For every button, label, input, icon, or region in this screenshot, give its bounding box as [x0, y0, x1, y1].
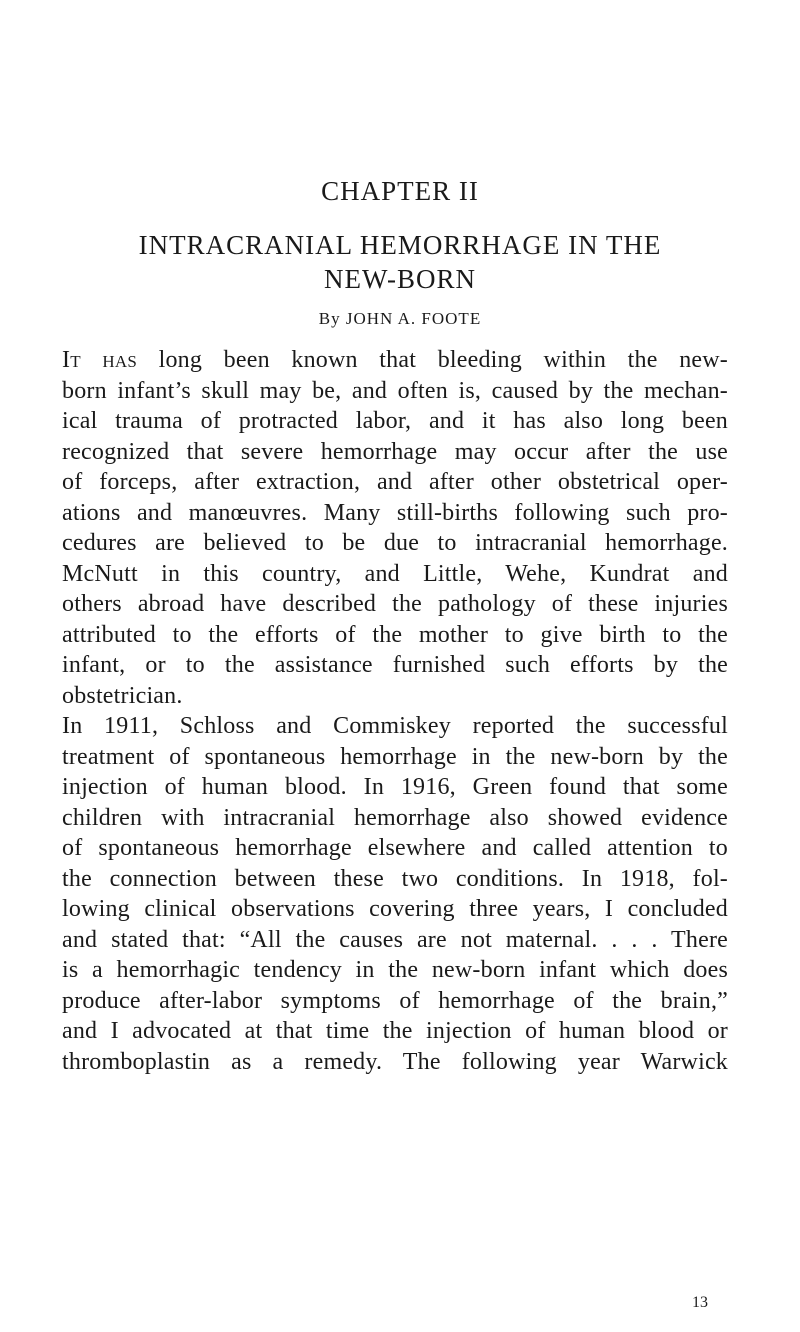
text-line: and I advocated at that time the injection of human blood or	[62, 1018, 728, 1044]
text-line: is a hemorrhagic tendency in the new-born infant which does	[62, 957, 728, 983]
text-line: lowing clinical observations covering three years, I concluded	[62, 896, 728, 922]
text-line: of spontaneous hemorrhage elsewhere and called attention to	[62, 835, 728, 861]
text-line: ations and manœuvres. Many still-births following such pro-	[62, 499, 728, 526]
text-line: born infant’s skull may be, and often is, caused by the mechan-	[62, 377, 728, 404]
text-line: McNutt in this country, and Little, Wehe, Kundrat and	[62, 560, 728, 587]
page-number: 13	[692, 1294, 708, 1311]
text-line: infant, or to the assistance furnished such efforts by the	[62, 652, 728, 678]
lead-small-caps: t has	[70, 347, 137, 373]
text-line: the connection between these two conditions. In 1918, fol-	[62, 865, 728, 892]
chapter-title-line-1: INTRACRANIAL HEMORRHAGE IN THE	[138, 230, 662, 260]
text-line: cedures are believed to be due to intracranial hemorrhage.	[62, 530, 728, 556]
text-line: others abroad have described the pathology of these injuries	[62, 591, 728, 617]
text-line: injection of human blood. In 1916, Green found that some	[62, 774, 728, 800]
text-line: attributed to the efforts of the mother to give birth to the	[62, 621, 728, 648]
author-byline: By JOHN A. FOOTE	[318, 309, 482, 328]
chapter-title-line-2: NEW-BORN	[324, 264, 476, 294]
text-line: produce after-labor symptoms of hemorrhage of the brain,”	[62, 987, 728, 1014]
text-line: In 1911, Schloss and Commiskey reported the successful	[62, 713, 728, 739]
lead-line-rest: long been known that bleeding within the new-	[137, 347, 728, 373]
text-line: and stated that: “All the causes are not maternal. . . . There	[62, 926, 728, 953]
text-line: of forceps, after extraction, and after other obstetrical oper-	[62, 469, 728, 495]
body-text	[62, 345, 728, 1077]
text-line: thromboplastin as a remedy. The following year Warwick	[62, 1048, 728, 1075]
text-line: children with intracranial hemorrhage also showed evidence	[62, 804, 728, 831]
text-line: obstetrician.	[62, 682, 183, 709]
lead-first-letter: I	[62, 347, 71, 373]
text-line	[62, 345, 728, 376]
chapter-title	[0, 228, 800, 296]
text-line: treatment of spontaneous hemorrhage in the new-born by the	[62, 743, 728, 770]
chapter-heading: CHAPTER II	[321, 176, 479, 206]
text-line: ical trauma of protracted labor, and it has also long been	[62, 408, 728, 434]
text-line: recognized that severe hemorrhage may occur after the use	[62, 438, 728, 465]
